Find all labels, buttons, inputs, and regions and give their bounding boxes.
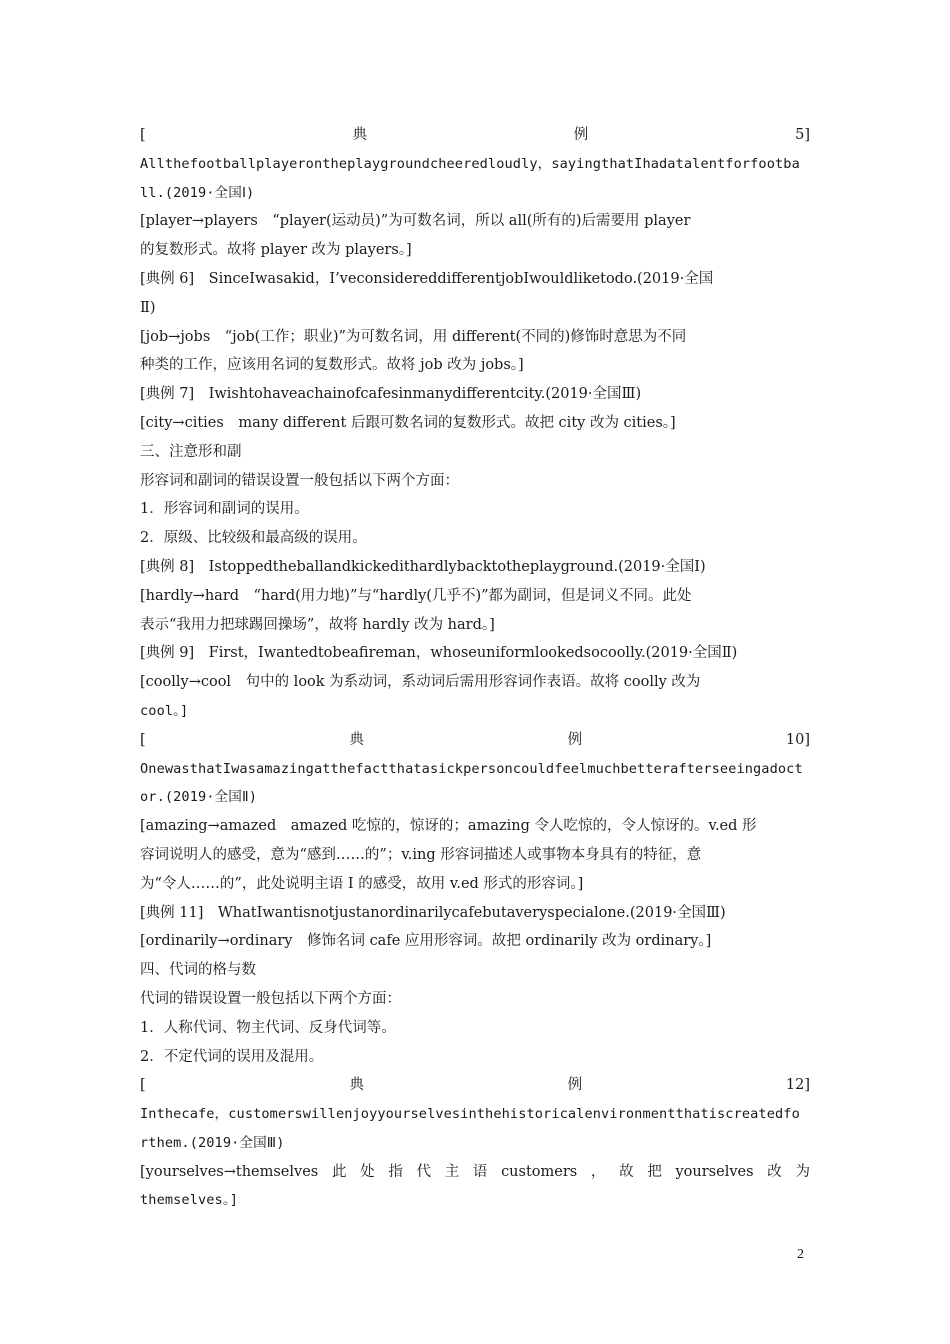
text-line: 种类的工作，应该用名词的复数形式。故将 job 改为 jobs。]	[140, 357, 524, 374]
line-segment: yourselves	[675, 1163, 754, 1180]
line-segment: [	[140, 1077, 146, 1094]
line-segment: ，	[590, 1163, 606, 1180]
text-line: [典例 7] Iwishtohaveachainofcafesinmanydifferentcity.(2019·全国Ⅲ)	[140, 386, 642, 403]
text-line: 为“令人……的”，此处说明主语 I 的感受，故用 v.ed 形式的形容词。]	[140, 875, 584, 892]
text-line: 1．形容词和副词的误用。	[140, 501, 309, 518]
line-segment: [	[140, 731, 146, 748]
text-line: [amazing→amazed amazed 吃惊的，惊讶的；amazing 令人吃惊的，令人惊讶的。v.ed 形	[140, 818, 757, 835]
text-line: OnewasthatIwasamazingatthefactthatasickpersoncouldfeelmuchbetterafterseeingadoct	[140, 760, 803, 777]
line-segment: 此	[331, 1163, 347, 1180]
text-line: rthem.(2019·全国Ⅲ)	[140, 1134, 285, 1151]
text-line: [典例 11] WhatIwantisnotjustanordinarilycafebutaveryspecialone.(2019·全国Ⅲ)	[140, 904, 726, 921]
line-segment: 例	[573, 127, 589, 143]
line-segment: 典	[349, 731, 364, 748]
line-segment: 改	[767, 1163, 782, 1180]
line-segment: customers	[501, 1163, 578, 1180]
text-line: Ⅱ)	[140, 299, 156, 316]
text-line: Allthefootballplayerontheplaygroundcheeredloudly，sayingthatIhadatalentforfootba	[140, 155, 800, 172]
line-segment: 把	[647, 1163, 662, 1180]
document-body	[140, 121, 810, 1215]
text-line: [典例 6] SinceIwasakid，I’veconsidereddifferentjobIwouldliketodo.(2019·全国	[140, 270, 714, 287]
line-segment: 为	[795, 1163, 810, 1180]
line-segment: 5]	[795, 127, 810, 143]
text-line: 形容词和副词的错误设置一般包括以下两个方面：	[140, 472, 459, 489]
line-segment: [yourselves→themselves	[140, 1163, 319, 1180]
line-segment: 指	[388, 1163, 403, 1180]
text-line: 三、注意形和副	[140, 443, 242, 460]
line-segment: 典	[349, 1077, 364, 1094]
text-line: cool。]	[140, 702, 189, 719]
text-line	[140, 726, 810, 755]
text-line: 表示“我用力把球踢回操场”，故将 hardly 改为 hard。]	[140, 616, 495, 633]
text-line: 容词说明人的感受，意为“感到……的”；v.ing 形容词描述人或事物本身具有的特征，意	[140, 846, 702, 863]
line-segment: 12]	[785, 1077, 810, 1094]
text-line: 1．人称代词、物主代词、反身代词等。	[140, 1019, 396, 1036]
line-segment: 主	[444, 1163, 460, 1180]
text-line: [city→cities many different 后跟可数名词的复数形式。故把 city 改为 cities。]	[140, 414, 676, 431]
text-line: themselves。]	[140, 1192, 239, 1209]
line-segment: 10]	[785, 731, 810, 748]
text-line: [job→jobs “job(工作；职业)”为可数名词，用 different(不同的)修饰时意思为不同	[140, 328, 687, 345]
page-number: 2	[797, 1247, 804, 1262]
text-line: [coolly→cool 句中的 look 为系动词，系动词后需用形容词作表语。故将 coolly 改为	[140, 674, 701, 691]
text-line: 的复数形式。故将 player 改为 players。]	[140, 242, 412, 259]
line-segment: 例	[567, 731, 583, 748]
text-line: [典例 9] First，Iwantedtobeafireman，whoseuniformlookedsocoolly.(2019·全国Ⅱ)	[140, 645, 738, 662]
text-line: ll.(2019·全国Ⅰ)	[140, 184, 255, 201]
text-line: [ordinarily→ordinary 修饰名词 cafe 应用形容词。故把 ordinarily 改为 ordinary。]	[140, 933, 712, 950]
text-line: [典例 8] Istoppedtheballandkickedithardlybacktotheplayground.(2019·全国Ⅰ)	[140, 558, 706, 575]
text-line	[140, 1071, 810, 1100]
text-line	[140, 121, 810, 150]
line-segment: [	[140, 127, 146, 143]
text-line: 2．原级、比较级和最高级的误用。	[140, 530, 367, 547]
text-line: 四、代词的格与数	[140, 962, 256, 979]
text-line: [player→players “player(运动员)”为可数名词，所以 all(所有的)后需要用 player	[140, 213, 691, 230]
line-segment: 语	[472, 1163, 488, 1180]
line-segment: 代	[416, 1163, 431, 1180]
line-segment: 例	[567, 1077, 583, 1094]
text-line: 2．不定代词的误用及混用。	[140, 1048, 324, 1065]
line-segment: 故	[619, 1163, 634, 1180]
text-line: 代词的错误设置一般包括以下两个方面：	[140, 990, 401, 1007]
text-line: [hardly→hard “hard(用力地)”与“hardly(几乎不)”都为副词，但是词义不同。此处	[140, 587, 692, 604]
line-segment: 典	[352, 127, 367, 143]
text-line: or.(2019·全国Ⅱ)	[140, 789, 258, 806]
text-line: Inthecafe，customerswillenjoyyourselvesinthehistoricalenvironmentthatiscreatedfo	[140, 1106, 800, 1123]
text-line	[140, 1158, 810, 1187]
line-segment: 处	[360, 1163, 375, 1180]
